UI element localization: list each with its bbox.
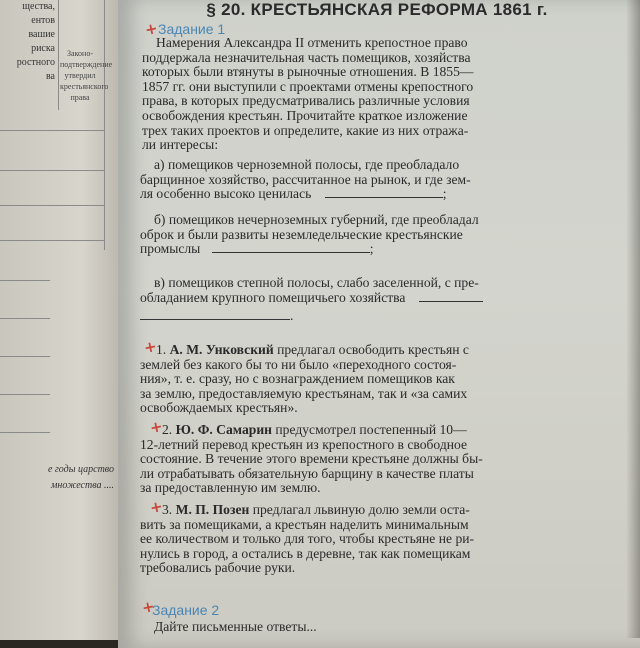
project-2-line: состояние. В течение этого времени крестьяне должны бы-	[140, 451, 483, 467]
option-c-line: в) помещиков степной полосы, слабо заселенной, с пре-	[154, 275, 479, 290]
project-2-author: Ю. Ф. Самарин	[175, 422, 272, 437]
project-3-first-line	[140, 503, 616, 518]
left-note-line: е годы царство	[47, 464, 114, 475]
intro-line: права, в которых предусматривались различные условия	[142, 93, 470, 109]
project-1-number: 1.	[156, 342, 167, 357]
project-3-number: 3.	[162, 502, 173, 517]
option-a-line: ля особенно высоко ценилась	[140, 186, 312, 202]
task-2-text: Дайте письменные ответы...	[154, 619, 317, 634]
task-1-heading: Задание 1	[158, 21, 226, 37]
project-3-author: М. П. Позен	[175, 502, 250, 517]
left-page-column-2: Законо-подтверждение утвердил крестьянского права	[60, 49, 113, 102]
option-a-last-line	[140, 187, 616, 202]
option-b-line: оброк и были развиты неземледельческие крестьянские	[140, 226, 463, 242]
project-3-line: требовались рабочие руки.	[140, 560, 296, 576]
table-rule	[0, 130, 104, 131]
project-1-first-line	[140, 343, 616, 358]
project-1-line: землей без какого бы то ни было «переходного состоя-	[140, 356, 457, 372]
project-3-line: ее количеством и только для того, чтобы крестьяне не ри-	[140, 531, 475, 547]
left-ruled-line	[0, 432, 50, 433]
left-col-line: щества,	[22, 1, 55, 12]
page-edge-shadow	[626, 0, 640, 638]
project-1-line: ния», т. е. сразу, но с вознаграждением помещиков как	[140, 371, 455, 387]
left-col-line: ва	[45, 71, 55, 82]
intro-line: ли интересы:	[142, 137, 219, 153]
answer-blank-c-cont[interactable]	[140, 318, 290, 320]
project-2-line: 12-летний перевод крестьян из крепостного в свободное	[140, 436, 468, 452]
left-ruled-line	[0, 280, 50, 281]
project-2-line: предусмотрел постепенный 10—	[275, 422, 467, 437]
task-2-heading: Задание 2	[152, 602, 220, 618]
option-b-line: промыслы	[140, 241, 201, 257]
option-c-last-line	[140, 291, 616, 306]
answer-blank-a[interactable]	[325, 196, 443, 198]
option-b	[140, 213, 616, 257]
table-rule	[0, 240, 104, 241]
left-note-line: множества ....	[50, 480, 114, 491]
project-2-line: за предоставленную им землю.	[140, 480, 321, 496]
intro-line: которых были втянуты в рыночные отношения. В 1855—	[142, 64, 474, 80]
project-2	[140, 423, 616, 496]
left-ruled-line	[0, 318, 50, 319]
intro-line: освобождения крестьян. Прочитайте краткое изложение	[142, 107, 468, 123]
left-col-line: ентов	[31, 15, 55, 26]
option-c-line: обладанием крупного помещичьего хозяйства	[140, 289, 406, 305]
left-col-line: ростного	[16, 57, 55, 68]
table-rule	[0, 170, 104, 171]
option-a	[140, 158, 616, 202]
project-2-number: 2.	[162, 422, 173, 437]
left-facing-page	[0, 0, 118, 640]
table-rule	[0, 205, 104, 206]
section-title: § 20. КРЕСТЬЯНСКАЯ РЕФОРМА 1861 г.	[206, 0, 548, 19]
intro-line: 1857 гг. они выступили с проектами отмены крепостного	[142, 78, 474, 94]
project-1-line: предлагал освободить крестьян с	[277, 342, 469, 357]
project-3-line: нулись в город, а остались в деревне, так как помещикам	[140, 545, 471, 561]
answer-blank-c[interactable]	[419, 300, 483, 302]
option-c-separator: .	[290, 308, 294, 324]
pen-mark-icon: +	[143, 18, 160, 40]
project-3-line: предлагал львиную долю земли оста-	[252, 502, 470, 517]
intro-line: Намерения Александра II отменить крепостное право	[156, 35, 468, 50]
left-col-line: вашие	[28, 29, 55, 40]
project-1-line: освобождаемых крестьян».	[140, 400, 298, 416]
option-b-line: б) помещиков нечерноземных губерний, где преобладал	[154, 212, 479, 227]
left-ruled-line	[0, 394, 50, 395]
project-1-line: за землю, предоставляемую крестьянам, так и «за самих	[140, 385, 468, 401]
left-page-note	[2, 462, 114, 494]
option-a-line: барщинное хозяйство, рассчитанное на рынок, и где зем-	[140, 171, 471, 187]
answer-blank-b[interactable]	[212, 251, 370, 253]
option-a-line: а) помещиков черноземной полосы, где преобладало	[154, 157, 460, 172]
project-1	[140, 343, 616, 416]
intro-line: поддержала незначительная часть помещиков, хозяйства	[142, 49, 471, 65]
intro-line: трех таких проектов и определите, какие из них отража-	[142, 122, 469, 138]
project-3	[140, 503, 616, 576]
project-1-author: А. М. Унковский	[169, 342, 274, 357]
option-b-last-line	[140, 242, 616, 257]
task-1-intro	[142, 36, 616, 153]
pen-mark-icon: +	[142, 336, 159, 358]
left-page-table	[0, 0, 113, 250]
project-2-line: ли отрабатывать обязательную барщину в качестве платы	[140, 465, 474, 481]
left-page-column-1	[0, 0, 59, 110]
option-b-separator: ;	[369, 241, 374, 257]
pen-mark-icon: +	[148, 496, 165, 518]
left-col-line: риска	[31, 43, 55, 54]
pen-mark-icon: +	[148, 416, 165, 438]
option-c-tail-line	[140, 309, 616, 324]
option-a-separator: ;	[442, 186, 447, 202]
pen-mark-icon: +	[140, 596, 157, 618]
project-3-line: вить за помещиками, а крестьян наделить минимальным	[140, 516, 469, 532]
left-ruled-line	[0, 356, 50, 357]
project-2-first-line	[140, 423, 616, 438]
textbook-page	[118, 0, 640, 648]
option-c	[140, 276, 616, 324]
